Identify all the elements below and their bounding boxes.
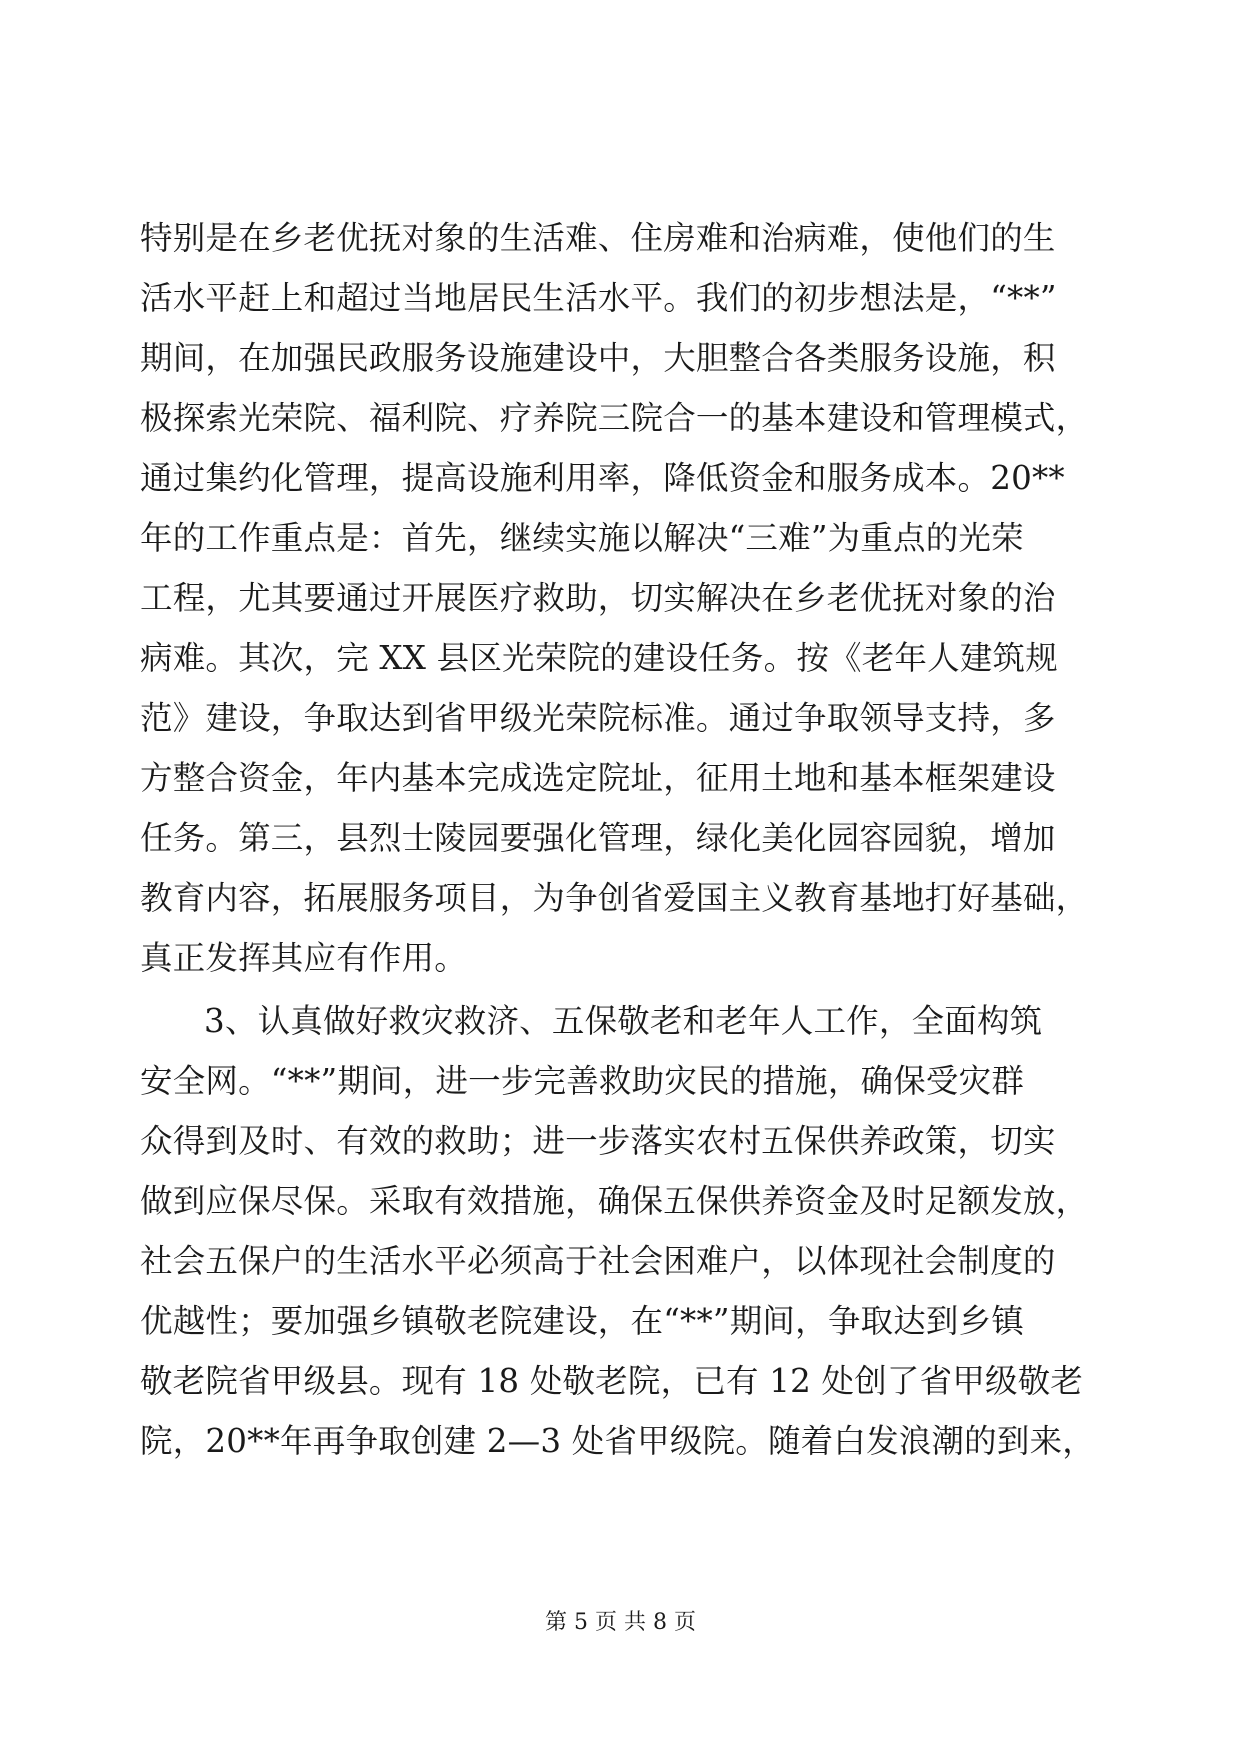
text-line: 敬老院省甲级县。现有 18 处敬老院，已有 12 处创了省甲级敬老 bbox=[140, 1362, 1084, 1400]
text-line: 真正发挥其应有作用。 bbox=[140, 939, 468, 977]
text-line: 做到应保尽保。采取有效措施，确保五保供养资金及时足额发放， bbox=[140, 1182, 1089, 1220]
text-line: 教育内容，拓展服务项目，为争创省爱国主义教育基地打好基础， bbox=[140, 879, 1089, 917]
text-line: 工程，尤其要通过开展医疗救助，切实解决在乡老优抚对象的治 bbox=[140, 579, 1056, 617]
text-line: 安全网。“**”期间，进一步完善救助灾民的措施，确保受灾群 bbox=[140, 1062, 1025, 1100]
text-line: 活水平赶上和超过当地居民生活水平。我们的初步想法是，“**” bbox=[140, 279, 1057, 317]
text-line: 特别是在乡老优抚对象的生活难、住房难和治病难，使他们的生 bbox=[140, 219, 1056, 257]
page-number-footer: 第 5 页 共 8 页 bbox=[545, 1610, 696, 1635]
text-line: 方整合资金，年内基本完成选定院址，征用土地和基本框架建设 bbox=[140, 759, 1056, 797]
text-line: 优越性；要加强乡镇敬老院建设，在“**”期间，争取达到乡镇 bbox=[140, 1302, 1025, 1340]
text-line: 病难。其次，完 XX 县区光荣院的建设任务。按《老年人建筑规 bbox=[140, 639, 1058, 677]
paragraph-first-line: 3、认真做好救灾救济、五保敬老和老年人工作，全面构筑 bbox=[204, 1002, 1043, 1040]
text-line: 任务。第三，县烈士陵园要强化管理，绿化美化园容园貌，增加 bbox=[140, 819, 1056, 857]
text-line: 年的工作重点是：首先，继续实施以解决“三难”为重点的光荣 bbox=[140, 519, 1024, 557]
text-line: 通过集约化管理，提高设施利用率，降低资金和服务成本。20** bbox=[140, 459, 1065, 497]
text-line: 范》建设，争取达到省甲级光荣院标准。通过争取领导支持，多 bbox=[140, 699, 1056, 737]
text-line: 院，20**年再争取创建 2—3 处省甲级院。随着白发浪潮的到来， bbox=[140, 1422, 1095, 1460]
text-line: 极探索光荣院、福利院、疗养院三院合一的基本建设和管理模式， bbox=[140, 399, 1089, 437]
text-line: 众得到及时、有效的救助；进一步落实农村五保供养政策，切实 bbox=[140, 1122, 1056, 1160]
text-line: 期间，在加强民政服务设施建设中，大胆整合各类服务设施，积 bbox=[140, 339, 1056, 377]
text-line: 社会五保户的生活水平必须高于社会困难户，以体现社会制度的 bbox=[140, 1242, 1056, 1280]
